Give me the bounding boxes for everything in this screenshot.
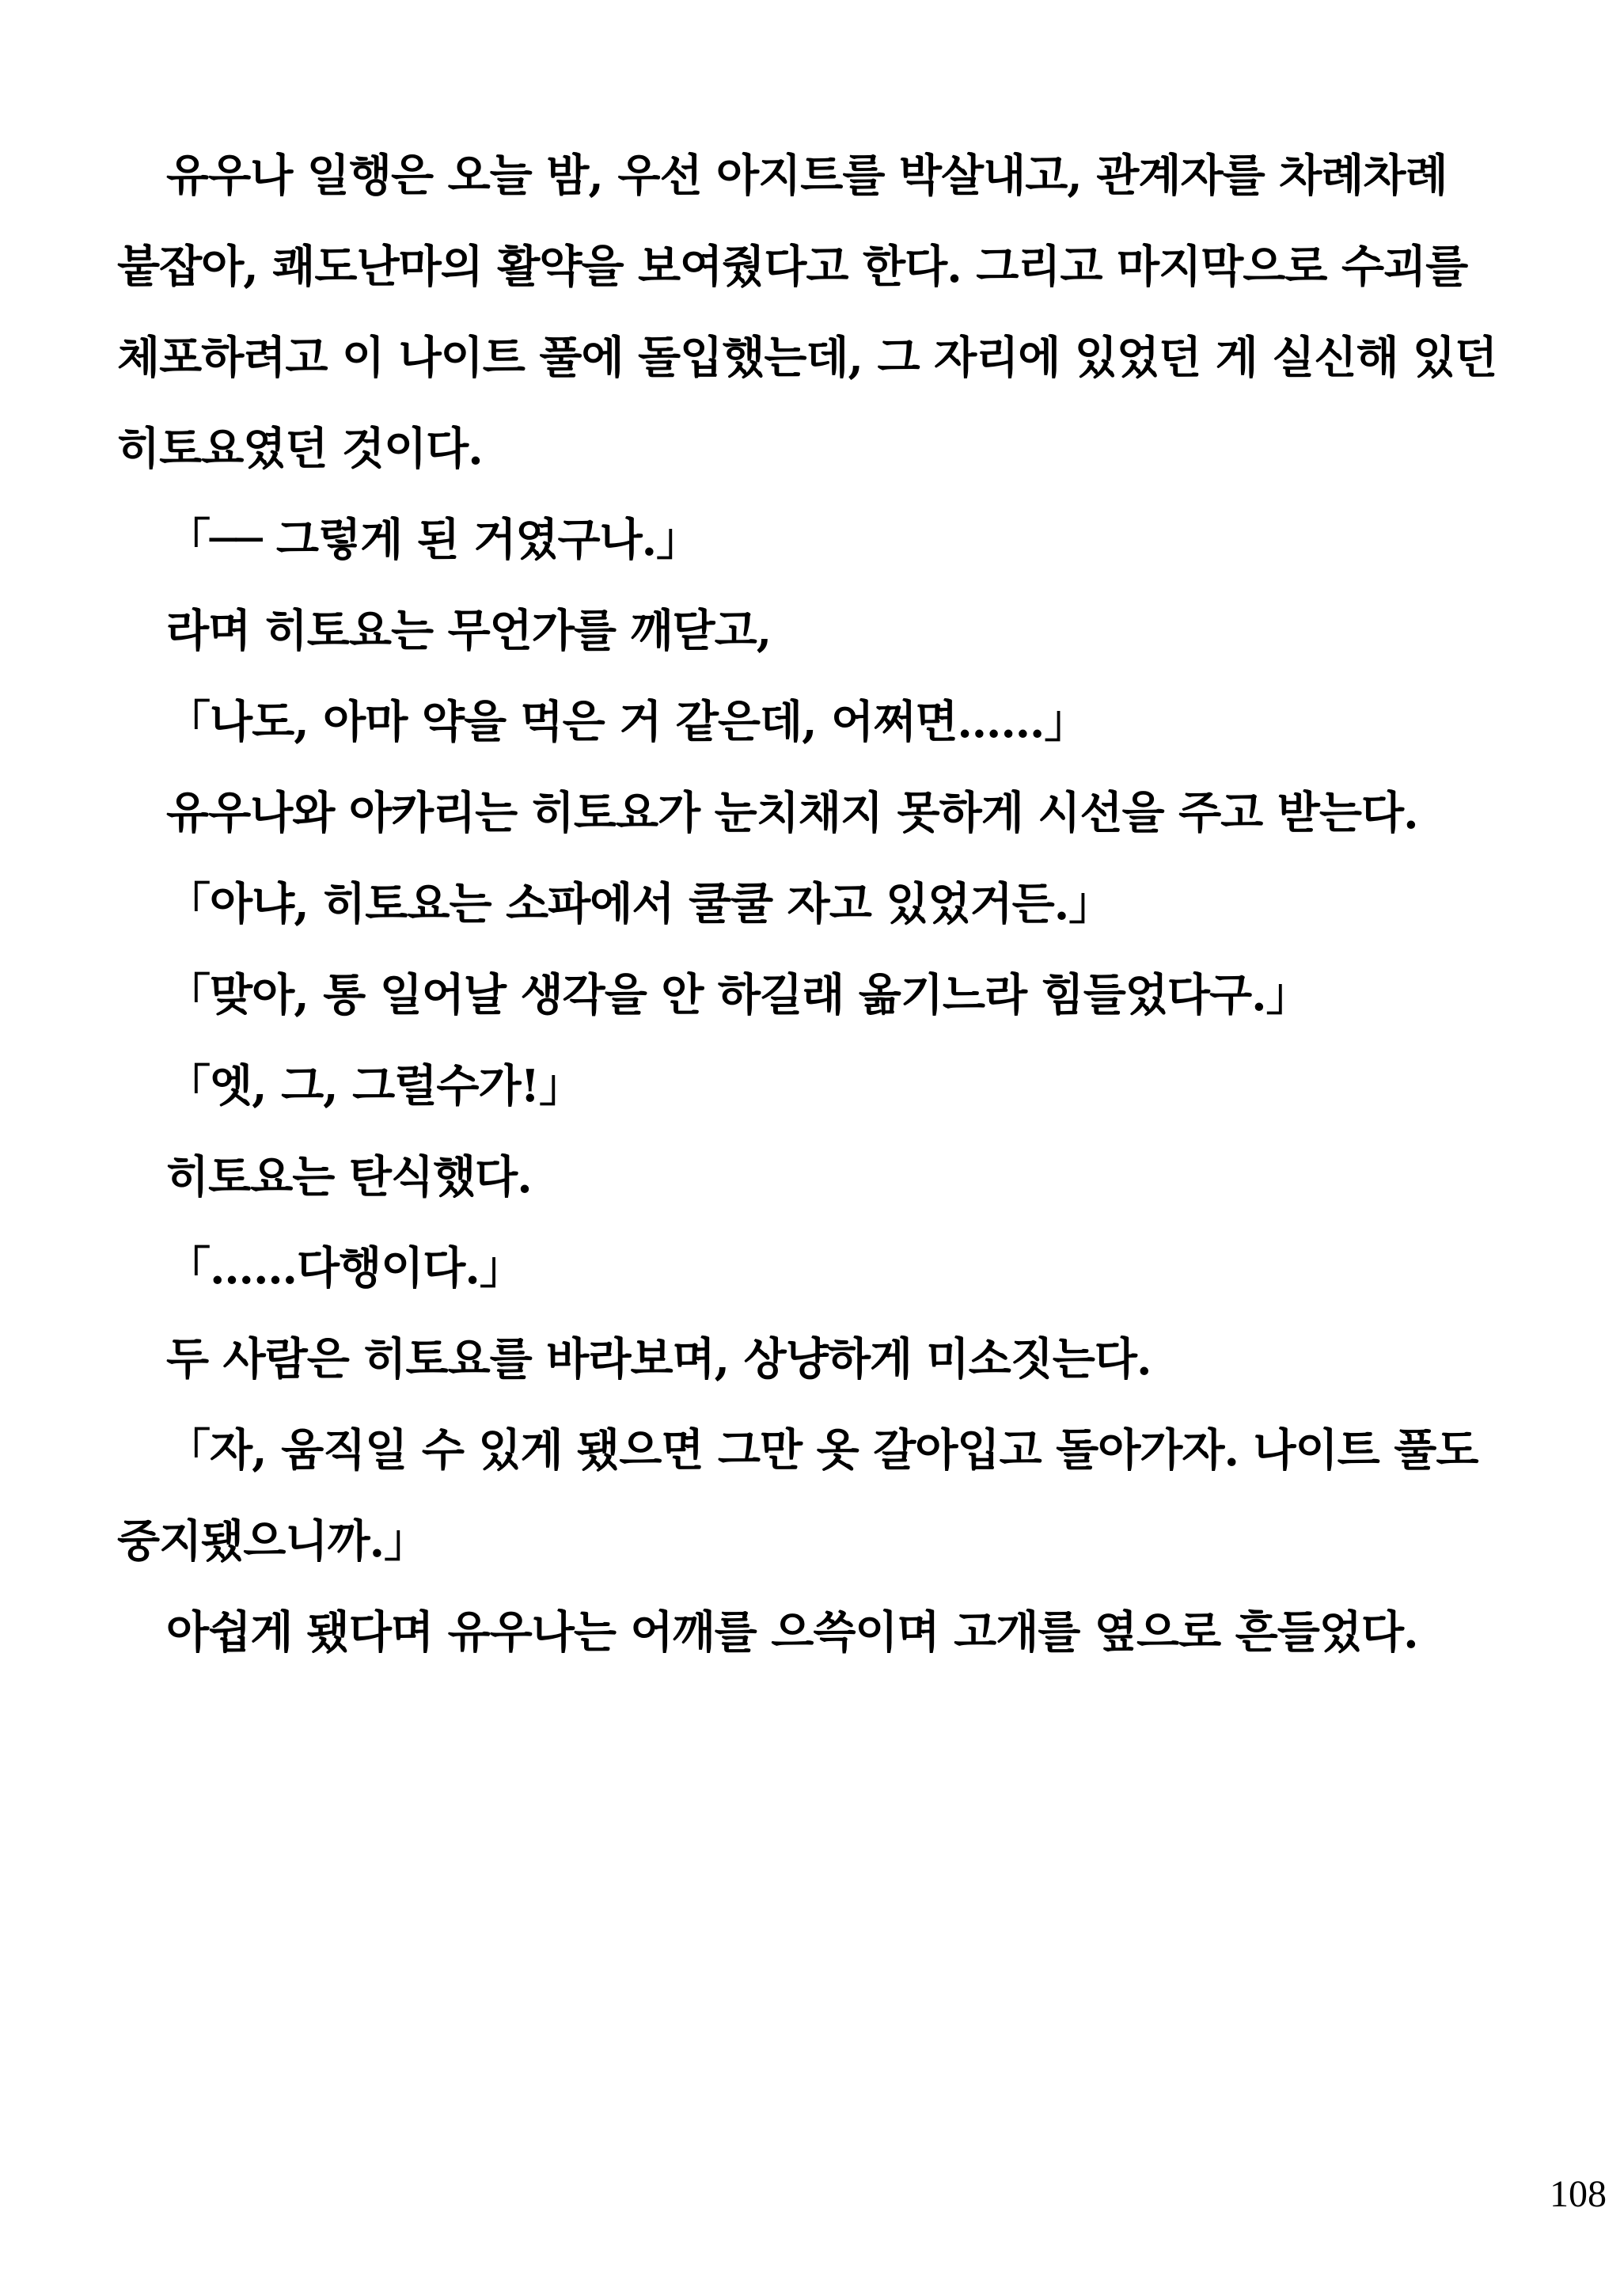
text-line: 체포하려고 이 나이트 풀에 돌입했는데, 그 자리에 있었던 게 실신해 있던 bbox=[117, 332, 1497, 384]
text-line: 붙잡아, 쾌도난마의 활약을 보여줬다고 한다. 그리고 마지막으로 수괴를 bbox=[117, 241, 1468, 293]
dialogue-line: 「나도, 아마 약을 먹은 거 같은데, 어쩌면……」 bbox=[166, 696, 1088, 748]
page-number: 108 bbox=[1550, 2173, 1607, 2215]
text-line: 히토요는 탄식했다. bbox=[166, 1151, 532, 1203]
text-line: 유우나와 아카리는 히토요가 눈치채지 못하게 시선을 주고 받는다. bbox=[166, 787, 1418, 839]
body-text bbox=[117, 131, 1510, 1678]
text-line: 유우나 일행은 오늘 밤, 우선 아지트를 박살내고, 관계자를 차례차례 bbox=[166, 150, 1448, 202]
text-line: 아쉽게 됐다며 유우나는 어깨를 으쓱이며 고개를 옆으로 흔들었다. bbox=[166, 1606, 1418, 1659]
dialogue-line: 「── 그렇게 된 거였구나.」 bbox=[166, 514, 700, 566]
dialogue-line: 「아냐, 히토요는 소파에서 쿨쿨 자고 있었거든.」 bbox=[166, 878, 1113, 930]
text-line: 라며 히토요는 무언가를 깨닫고, bbox=[166, 605, 772, 657]
dialogue-line: 「맞아, 통 일어날 생각을 안 하길래 옮기느라 힘들었다구.」 bbox=[166, 969, 1310, 1021]
dialogue-line: 「엣, 그, 그럴수가!」 bbox=[166, 1060, 583, 1112]
dialogue-line: 「자, 움직일 수 있게 됐으면 그만 옷 갈아입고 돌아가자. 나이트 풀도 bbox=[166, 1424, 1478, 1476]
text-line: 두 사람은 히토요를 바라보며, 상냥하게 미소짓는다. bbox=[166, 1333, 1152, 1385]
dialogue-line: 「……다행이다.」 bbox=[166, 1242, 523, 1294]
text-line: 히토요였던 것이다. bbox=[117, 423, 483, 475]
text-line: 중지됐으니까.」 bbox=[117, 1515, 428, 1568]
